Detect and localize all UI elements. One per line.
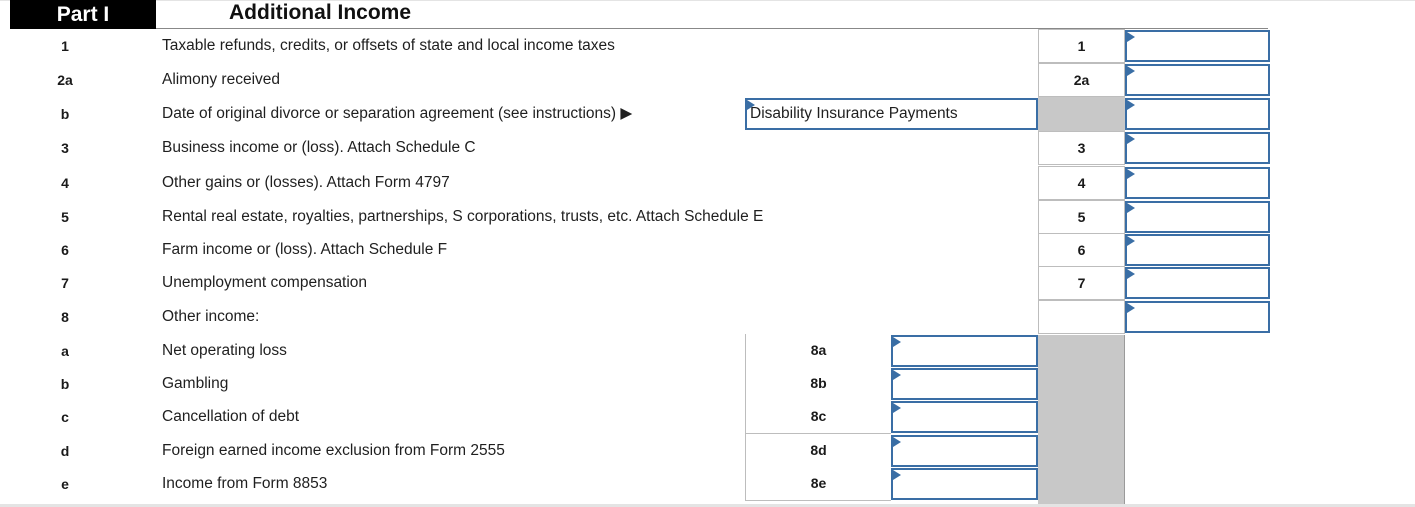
line-box-number: 4 bbox=[1038, 166, 1125, 200]
line-box-number: 3 bbox=[1038, 131, 1125, 165]
field-marker-icon bbox=[1127, 169, 1135, 179]
line-number: d bbox=[60, 443, 70, 459]
line-8b-amount-input[interactable] bbox=[891, 368, 1038, 400]
line-2b-row bbox=[0, 97, 1415, 131]
line-1-row bbox=[0, 29, 1415, 63]
line-3-amount-input[interactable] bbox=[1125, 132, 1270, 164]
divorce-date-value: Disability Insurance Payments bbox=[750, 105, 958, 122]
field-marker-icon bbox=[1127, 100, 1135, 110]
line-number: 8 bbox=[61, 309, 69, 325]
field-marker-icon bbox=[893, 437, 901, 447]
line-number: b bbox=[60, 106, 70, 122]
line-8-amount-input[interactable] bbox=[1125, 301, 1270, 333]
field-marker-icon bbox=[1127, 66, 1135, 76]
line-8b-row bbox=[0, 367, 1415, 401]
line-7-amount-input[interactable] bbox=[1125, 267, 1270, 299]
line-box-number: 2a bbox=[1038, 63, 1125, 97]
line-number: a bbox=[61, 343, 69, 359]
line-number: 7 bbox=[61, 275, 69, 291]
line-3-row bbox=[0, 131, 1415, 165]
line-8d-row bbox=[0, 434, 1415, 468]
line-number: e bbox=[61, 476, 69, 492]
sub-line-box-number: 8c bbox=[745, 400, 891, 434]
line-box-number: 1 bbox=[1038, 29, 1125, 63]
field-marker-icon bbox=[893, 337, 901, 347]
line-description: Other income: bbox=[162, 308, 260, 325]
line-2a-row bbox=[0, 63, 1415, 97]
line-number: 3 bbox=[61, 140, 69, 156]
line-8d-amount-input[interactable] bbox=[891, 435, 1038, 467]
line-1-amount-input[interactable] bbox=[1125, 30, 1270, 62]
line-8a-amount-input[interactable] bbox=[891, 335, 1038, 367]
line-box-number-shaded bbox=[1038, 97, 1125, 131]
line-6-row bbox=[0, 233, 1415, 267]
line-number: 1 bbox=[61, 38, 69, 54]
line-description: Cancellation of debt bbox=[162, 408, 300, 425]
line-8a-row bbox=[0, 334, 1415, 368]
line-number: 6 bbox=[61, 242, 69, 258]
line-number: 4 bbox=[61, 175, 69, 191]
line-description: Taxable refunds, credits, or offsets of state and local income taxes bbox=[162, 37, 615, 54]
field-marker-icon bbox=[1127, 303, 1135, 313]
line-description: Rental real estate, royalties, partnerships, S corporations, trusts, etc. Attach Schedule E bbox=[162, 208, 764, 225]
line-8e-row bbox=[0, 467, 1415, 501]
line-2b-amount-input[interactable] bbox=[1125, 98, 1270, 130]
field-marker-icon bbox=[1127, 203, 1135, 213]
line-description: Date of original divorce or separation agreement (see instructions) ▶ bbox=[162, 105, 633, 122]
line-5-row bbox=[0, 200, 1415, 234]
line-description: Gambling bbox=[162, 375, 229, 392]
sub-line-box-number: 8b bbox=[745, 367, 891, 401]
line-number: b bbox=[60, 376, 70, 392]
line-description: Income from Form 8853 bbox=[162, 475, 328, 492]
line-description: Other gains or (losses). Attach Form 4797 bbox=[162, 174, 450, 191]
top-edge bbox=[0, 0, 1415, 1]
line-number: c bbox=[61, 409, 69, 425]
line-4-amount-input[interactable] bbox=[1125, 167, 1270, 199]
line-box-number bbox=[1038, 300, 1125, 334]
field-marker-icon bbox=[1127, 236, 1135, 246]
line-5-amount-input[interactable] bbox=[1125, 201, 1270, 233]
field-marker-icon bbox=[747, 100, 755, 110]
sub-line-box-number: 8d bbox=[745, 434, 891, 468]
line-box-number: 5 bbox=[1038, 200, 1125, 234]
line-2a-amount-input[interactable] bbox=[1125, 64, 1270, 96]
line-description: Alimony received bbox=[162, 71, 281, 88]
field-marker-icon bbox=[1127, 269, 1135, 279]
field-marker-icon bbox=[1127, 134, 1135, 144]
sub-line-box-number: 8a bbox=[745, 334, 891, 368]
field-marker-icon bbox=[893, 370, 901, 380]
line-description: Unemployment compensation bbox=[162, 274, 368, 291]
section-title: Additional Income bbox=[229, 1, 412, 24]
line-box-number: 6 bbox=[1038, 233, 1125, 267]
divorce-date-input[interactable] bbox=[745, 98, 1038, 130]
line-number: 5 bbox=[61, 209, 69, 225]
field-marker-icon bbox=[893, 470, 901, 480]
line-description: Business income or (loss). Attach Schedule C bbox=[162, 139, 476, 156]
field-marker-icon bbox=[893, 403, 901, 413]
line-7-row bbox=[0, 266, 1415, 300]
part-label: Part I bbox=[10, 0, 156, 29]
line-4-row bbox=[0, 166, 1415, 200]
line-description: Foreign earned income exclusion from Form 2555 bbox=[162, 442, 505, 459]
line-description: Farm income or (loss). Attach Schedule F bbox=[162, 241, 448, 258]
field-marker-icon bbox=[1127, 32, 1135, 42]
line-8e-amount-input[interactable] bbox=[891, 468, 1038, 500]
line-8c-row bbox=[0, 400, 1415, 434]
line-8-row bbox=[0, 300, 1415, 334]
line-box-number: 7 bbox=[1038, 266, 1125, 300]
line-description: Net operating loss bbox=[162, 342, 287, 359]
sub-line-box-number: 8e bbox=[745, 467, 891, 501]
line-8c-amount-input[interactable] bbox=[891, 401, 1038, 433]
line-number: 2a bbox=[57, 72, 73, 88]
line-6-amount-input[interactable] bbox=[1125, 234, 1270, 266]
